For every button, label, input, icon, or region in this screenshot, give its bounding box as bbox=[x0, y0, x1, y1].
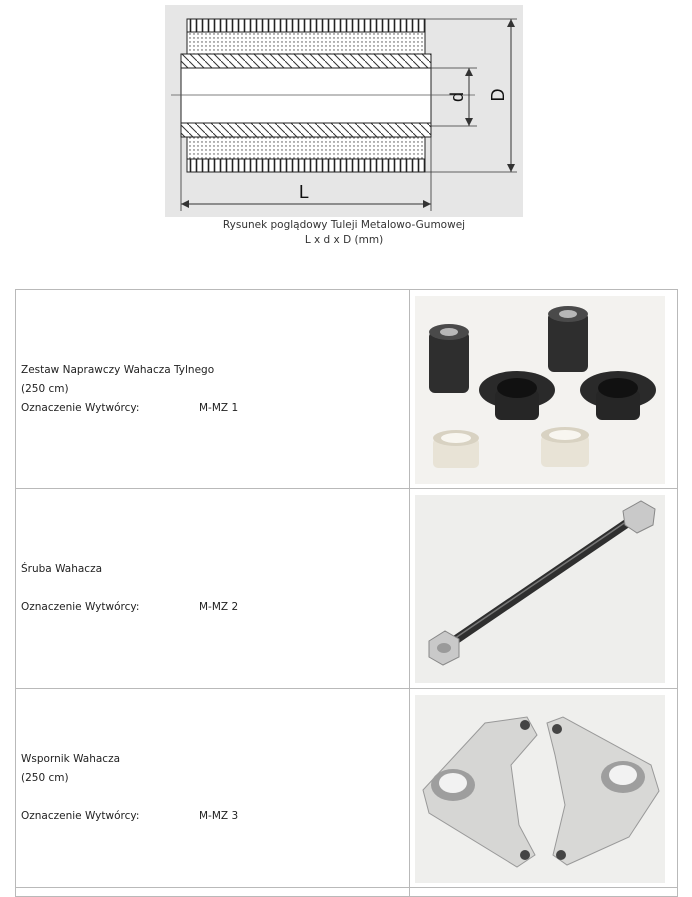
label-L: L bbox=[299, 182, 310, 202]
table-row bbox=[16, 290, 678, 489]
product-name: Wspornik Wahacza bbox=[21, 753, 121, 765]
products-table bbox=[15, 289, 678, 897]
product-code: M-MZ 2 bbox=[199, 601, 239, 613]
label-D: D bbox=[488, 88, 508, 102]
product-image-cell bbox=[410, 489, 678, 689]
code-label: Oznaczenie Wytwórcy: bbox=[21, 810, 140, 822]
product-image-cell bbox=[410, 689, 678, 888]
product-code: M-MZ 1 bbox=[199, 401, 239, 414]
bushing-kit-photo bbox=[415, 296, 665, 484]
diagram-caption bbox=[165, 218, 523, 248]
product-code-row bbox=[21, 807, 409, 826]
label-d: d bbox=[447, 91, 467, 103]
bushing-diagram bbox=[165, 5, 523, 217]
product-size: (250 cm) bbox=[21, 772, 69, 784]
code-label: Oznaczenie Wytwórcy: bbox=[21, 401, 140, 414]
product-code-row bbox=[21, 598, 409, 617]
table-row bbox=[16, 489, 678, 689]
product-name: Zestaw Naprawczy Wahacza Tylnego bbox=[21, 363, 215, 376]
product-code: M-MZ 3 bbox=[199, 810, 239, 822]
product-image-cell bbox=[410, 290, 678, 489]
bolt-photo bbox=[415, 495, 665, 683]
table-row bbox=[16, 689, 678, 888]
code-label: Oznaczenie Wytwórcy: bbox=[21, 601, 140, 613]
caption-line-2: L x d x D (mm) bbox=[304, 234, 384, 246]
product-info-cell bbox=[16, 489, 410, 689]
product-size: (250 cm) bbox=[21, 382, 69, 395]
product-info-cell bbox=[16, 290, 410, 489]
table-row bbox=[16, 888, 678, 897]
product-name: Śruba Wahacza bbox=[21, 563, 103, 575]
product-code-row bbox=[21, 399, 409, 418]
caption-line-1: Rysunek poglądowy Tuleji Metalowo-Gumowej bbox=[222, 219, 466, 231]
bracket-photo bbox=[415, 695, 665, 883]
product-info-cell bbox=[16, 689, 410, 888]
